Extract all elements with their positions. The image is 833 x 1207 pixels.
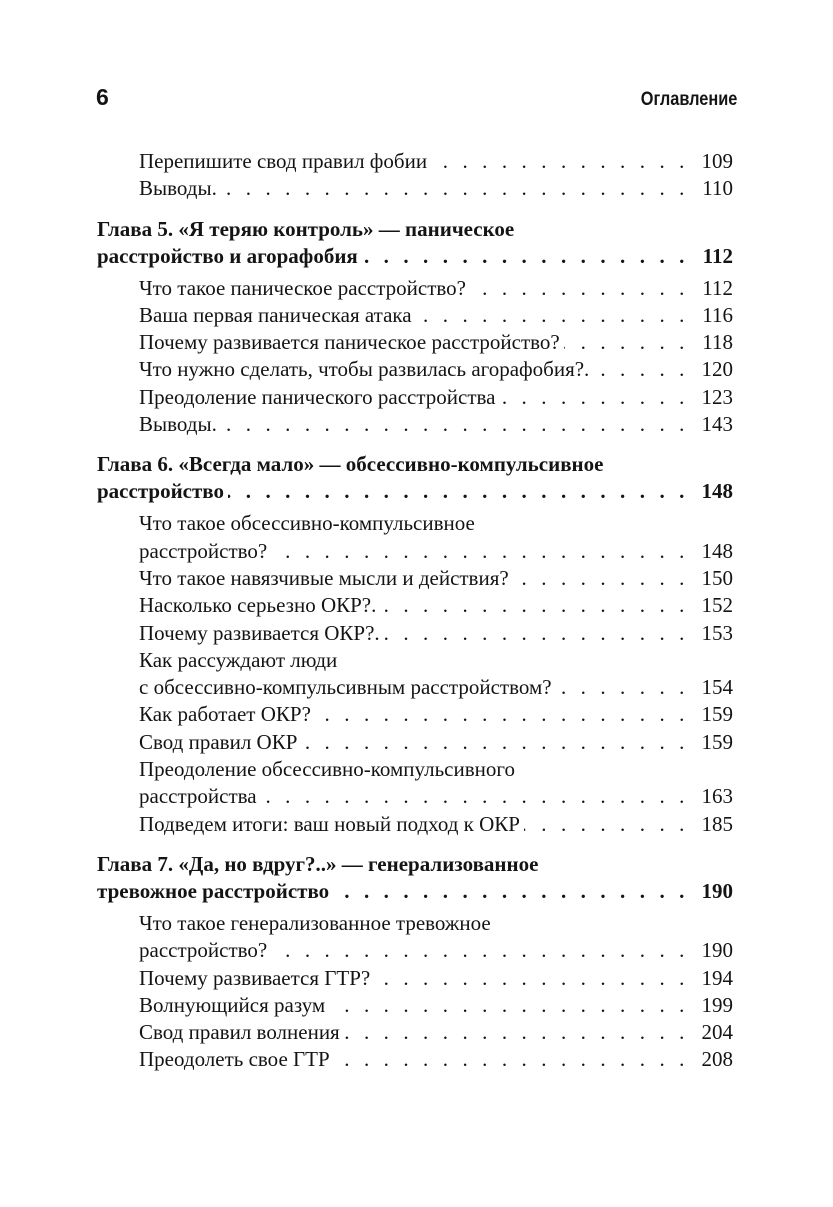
- toc-page-number: 194: [701, 965, 733, 990]
- toc-line-text: расстройство?: [139, 938, 268, 963]
- leader-dots: [334, 1046, 689, 1073]
- toc-line-text: Как рассуждают люди: [139, 647, 338, 672]
- toc-page-number: 208: [701, 1047, 733, 1072]
- toc-line-text: расстройство и агорафобия: [97, 243, 358, 268]
- toc-page-number: 118: [702, 330, 733, 355]
- toc-line: [97, 478, 733, 505]
- toc-line: [97, 1019, 733, 1046]
- toc-page-number: 150: [701, 565, 733, 590]
- toc-line: [97, 384, 733, 411]
- toc-page-number: 199: [701, 992, 733, 1017]
- toc-page-number: 110: [702, 176, 733, 201]
- toc-line-text: Почему развивается ОКР?.: [139, 620, 380, 645]
- toc-line: [97, 565, 733, 592]
- running-header: [96, 84, 737, 111]
- leader-dots: [416, 302, 689, 329]
- toc-line-text: тревожное расстройство: [97, 878, 330, 903]
- leader-dots: [431, 148, 689, 175]
- toc-page-number: 123: [701, 384, 733, 409]
- toc-line: [97, 729, 733, 756]
- toc-page-number: 185: [701, 811, 733, 836]
- leader-dots: [524, 811, 689, 838]
- toc-line: [97, 451, 733, 478]
- toc-entry[interactable]: [97, 175, 733, 202]
- toc-line-text: Свод правил ОКР: [139, 729, 298, 754]
- leader-dots: [556, 674, 689, 701]
- toc-line: [97, 538, 733, 565]
- toc-entry[interactable]: [97, 701, 733, 728]
- toc-page-number: 143: [701, 412, 733, 437]
- toc-entry[interactable]: [97, 148, 733, 175]
- toc-entry[interactable]: [97, 384, 733, 411]
- leader-dots: [499, 384, 689, 411]
- toc-line: [97, 783, 733, 810]
- toc-line-text: Глава 6. «Всегда мало» — обсессивно-компульсивное: [97, 452, 604, 477]
- toc-line: [97, 647, 733, 674]
- toc-page-number: 190: [701, 938, 733, 963]
- toc-line-text: Свод правил волнения: [139, 1020, 340, 1045]
- toc-line-text: Что такое паническое расстройство?: [139, 275, 466, 300]
- leader-dots: [271, 937, 689, 964]
- toc-line-text: Что нужно сделать, чтобы развилась агорафобия?.: [139, 357, 590, 382]
- table-of-contents: [97, 148, 733, 1074]
- toc-page-number: 148: [701, 538, 733, 563]
- toc-line: [97, 148, 733, 175]
- leader-dots: [384, 620, 689, 647]
- toc-entry[interactable]: [97, 965, 733, 992]
- toc-entry[interactable]: [97, 411, 733, 438]
- toc-line-text: Перепишите свод правил фобии: [139, 149, 428, 173]
- toc-line-text: Насколько серьезно ОКР?.: [139, 593, 377, 618]
- toc-line: [97, 756, 733, 783]
- leader-dots: [329, 992, 689, 1019]
- toc-line-text: Выводы.: [139, 176, 217, 201]
- toc-line: [97, 356, 733, 383]
- toc-line: [97, 1046, 733, 1073]
- toc-entry[interactable]: [97, 811, 733, 838]
- leader-dots: [593, 356, 689, 383]
- toc-line-text: Волнующийся разум: [139, 992, 326, 1017]
- toc-entry[interactable]: [97, 647, 733, 702]
- toc-entry[interactable]: [97, 620, 733, 647]
- toc-chapter[interactable]: [97, 851, 733, 905]
- leader-dots: [221, 411, 689, 438]
- toc-page-number: 109: [701, 149, 733, 173]
- toc-line-text: Глава 7. «Да, но вдруг?..» — генерализованное: [97, 851, 539, 876]
- toc-line-text: Глава 5. «Я теряю контроль» — паническое: [97, 216, 515, 241]
- toc-page-number: 204: [701, 1020, 733, 1045]
- toc-line-text: расстройство?: [139, 538, 268, 563]
- toc-page-number: 159: [701, 702, 733, 727]
- toc-line: [97, 302, 733, 329]
- toc-page-number: 190: [701, 878, 733, 903]
- toc-entry[interactable]: [97, 329, 733, 356]
- leader-dots: [380, 592, 689, 619]
- toc-line: [97, 701, 733, 728]
- toc-line-text: с обсессивно-компульсивным расстройством?: [139, 675, 552, 700]
- leader-dots: [261, 783, 689, 810]
- toc-page-number: 116: [702, 302, 733, 327]
- toc-page-number: 163: [701, 784, 733, 809]
- toc-line-text: Преодоление панического расстройства: [139, 384, 496, 409]
- toc-chapter[interactable]: [97, 451, 733, 505]
- toc-line-text: Подведем итоги: ваш новый подход к ОКР: [139, 811, 520, 836]
- toc-line: [97, 937, 733, 964]
- toc-line-text: Почему развивается паническое расстройство?: [139, 330, 560, 355]
- toc-page-number: 154: [701, 675, 733, 700]
- running-title: Оглавление: [640, 89, 737, 110]
- toc-line-text: Выводы.: [139, 412, 217, 437]
- leader-dots: [564, 329, 689, 356]
- page-number: 6: [96, 84, 109, 110]
- toc-line-text: Почему развивается ГТР?: [139, 965, 371, 990]
- toc-line: [97, 878, 733, 905]
- toc-line-text: Преодолеть свое ГТР: [139, 1047, 330, 1072]
- toc-page-number: 112: [702, 243, 733, 268]
- leader-dots: [301, 729, 689, 756]
- toc-line: [97, 243, 733, 270]
- toc-line: [97, 811, 733, 838]
- toc-entry[interactable]: [97, 302, 733, 329]
- toc-line: [97, 275, 733, 302]
- toc-line: [97, 965, 733, 992]
- toc-line-text: Преодоление обсессивно-компульсивного: [139, 757, 515, 782]
- leader-dots: [362, 243, 689, 270]
- toc-line: [97, 510, 733, 537]
- toc-line-text: Что такое генерализованное тревожное: [139, 910, 491, 935]
- toc-line: [97, 674, 733, 701]
- toc-line: [97, 411, 733, 438]
- leader-dots: [470, 275, 689, 302]
- toc-entry[interactable]: [97, 510, 733, 565]
- toc-entry[interactable]: [97, 592, 733, 619]
- toc-page-number: 112: [702, 275, 733, 300]
- toc-page-number: 159: [701, 729, 733, 754]
- toc-page-number: 148: [701, 479, 733, 504]
- toc-page-number: 153: [701, 620, 733, 645]
- toc-line: [97, 910, 733, 937]
- toc-line: [97, 329, 733, 356]
- toc-entry[interactable]: [97, 992, 733, 1019]
- toc-line-text: Что такое навязчивые мысли и действия?: [139, 565, 509, 590]
- leader-dots: [513, 565, 689, 592]
- toc-line: [97, 851, 733, 878]
- toc-entry[interactable]: [97, 729, 733, 756]
- leader-dots: [228, 478, 689, 505]
- toc-entry[interactable]: [97, 756, 733, 811]
- toc-line: [97, 992, 733, 1019]
- toc-page-number: 120: [701, 357, 733, 382]
- toc-line-text: Ваша первая паническая атака: [139, 302, 412, 327]
- leader-dots: [374, 965, 689, 992]
- leader-dots: [315, 701, 689, 728]
- toc-entry[interactable]: [97, 1019, 733, 1046]
- leader-dots: [344, 1019, 689, 1046]
- toc-line-text: расстройство: [97, 479, 225, 504]
- toc-entry[interactable]: [97, 1046, 733, 1073]
- toc-line: [97, 592, 733, 619]
- toc-line-text: Что такое обсессивно-компульсивное: [139, 511, 475, 536]
- toc-entry[interactable]: [97, 275, 733, 302]
- toc-entry[interactable]: [97, 565, 733, 592]
- toc-page-number: 152: [701, 593, 733, 618]
- leader-dots: [333, 878, 689, 905]
- toc-line: [97, 216, 733, 243]
- toc-line-text: Как работает ОКР?: [139, 702, 311, 727]
- leader-dots: [221, 175, 689, 202]
- toc-line-text: расстройства: [139, 784, 257, 809]
- leader-dots: [271, 538, 689, 565]
- toc-entry[interactable]: [97, 356, 733, 383]
- toc-chapter[interactable]: [97, 216, 733, 270]
- toc-line: [97, 175, 733, 202]
- toc-line: [97, 620, 733, 647]
- toc-entry[interactable]: [97, 910, 733, 965]
